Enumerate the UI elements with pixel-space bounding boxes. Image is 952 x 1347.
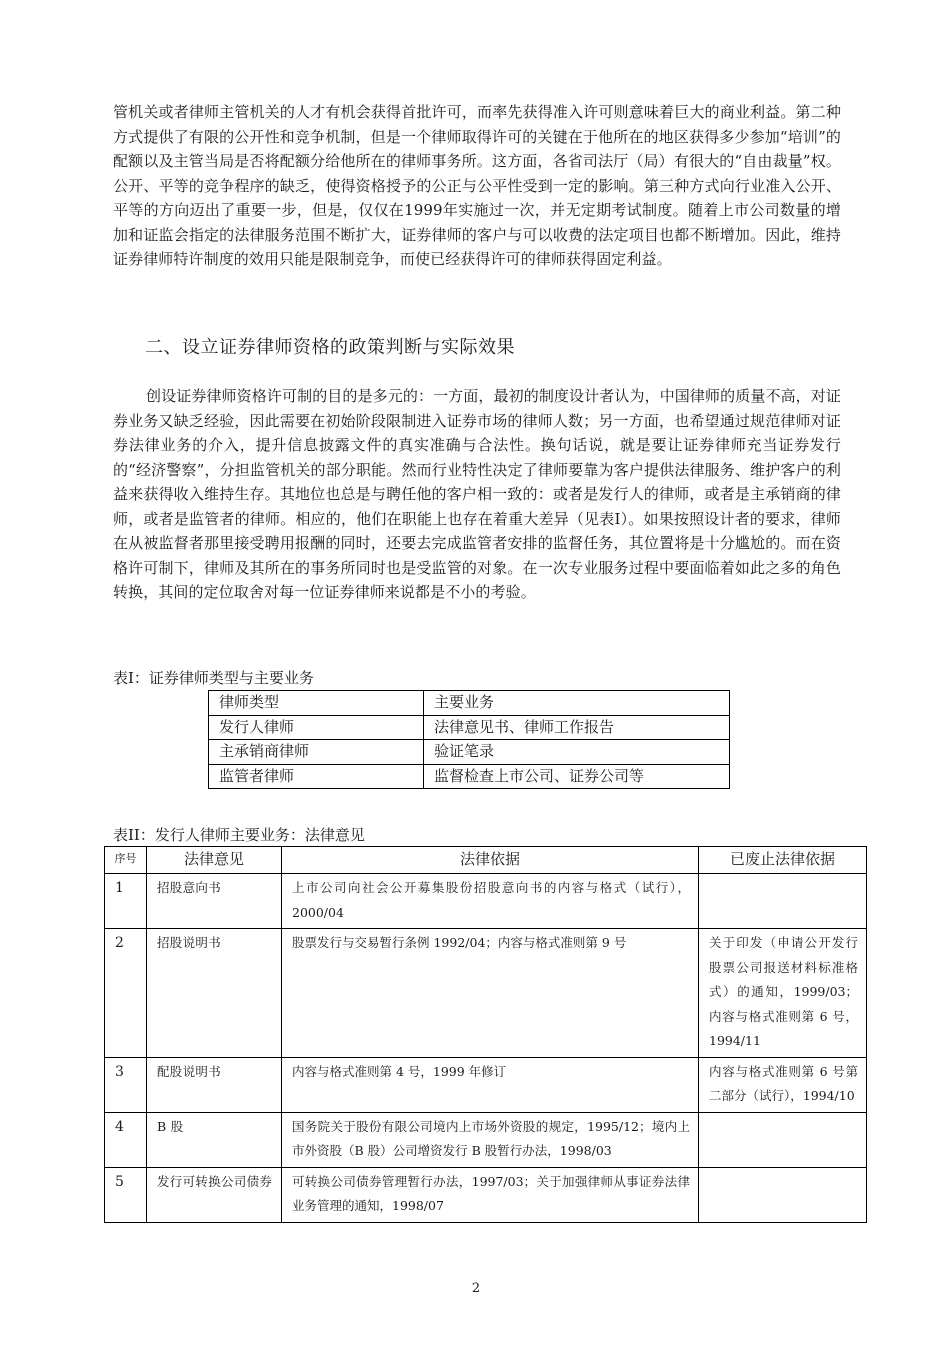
table2-caption: 表II：发行人律师主要业务：法律意见 [113,826,365,844]
table-row [105,1057,867,1112]
table-cell: 1 [105,874,147,929]
table-cell: 监管者律师 [209,764,424,789]
table-row [209,764,730,789]
table-cell: 关于印发（申请公开发行股票公司报送材料标准格式）的通知，1999/03；内容与格式准则第 6 号，1994/11 [699,929,867,1058]
table-cell [699,874,867,929]
table-cell: 主承销商律师 [209,740,424,765]
body-paragraph-2: 创设证券律师资格许可制的目的是多元的：一方面，最初的制度设计者认为，中国律师的质量不高，对证券业务又缺乏经验，因此需要在初始阶段限制进入证券市场的律师人数；另一方面，也希望通过规范律师对证券法律业务的介入，提升信息披露文件的真实准确与合法性。换句话说，就是要让证券律师充当证券发行的“经济警察”，分担监管机关的部分职能。然而行业特性决定了律师要靠为客户提供法律服务、维护客户的利益来获得收入维持生存。其地位也总是与聘任他的客户相一致的：或者是发行人的律师，或者是主承销商的律师，或者是监管者的律师。相应的，他们在职能上也存在着重大差异（见表I）。如果按照设计者的要求，律师在从被监督者那里接受聘用报酬的同时，还要去完成监管者安排的监督任务，其位置将是十分尴尬的。而在资格许可制下，律师及其所在的事务所同时也是受监管的对象。在一次专业服务过程中要面临着如此之多的角色转换，其间的定位取舍对每一位证券律师来说都是不小的考验。 [113,387,841,601]
lawyer-types-table [208,690,730,789]
table-cell: 5 [105,1167,147,1222]
table-cell: B 股 [147,1112,282,1167]
table-cell: 2 [105,929,147,1058]
table-row [105,874,867,929]
table-row [105,929,867,1058]
table-cell [699,1112,867,1167]
table-row [209,691,730,716]
column-header-repealed-basis: 已废止法律依据 [699,847,867,874]
table-row [105,1112,867,1167]
table-cell: 验证笔录 [424,740,730,765]
section-heading: 二、设立证券律师资格的政策判断与实际效果 [145,337,515,358]
table-header-row [105,847,867,874]
table-cell: 股票发行与交易暂行条例 1992/04；内容与格式准则第 9 号 [282,929,699,1058]
column-header-opinion: 法律意见 [147,847,282,874]
column-header-seq: 序号 [105,847,147,874]
table-cell: 国务院关于股份有限公司境内上市场外资股的规定，1995/12；境内上市外资股（B 股）公司增资发行 B 股暂行办法，1998/03 [282,1112,699,1167]
table-cell: 招股说明书 [147,929,282,1058]
table-cell: 发行可转换公司债券 [147,1167,282,1222]
table-row [209,715,730,740]
table-cell: 发行人律师 [209,715,424,740]
page-number: 2 [471,1281,481,1296]
table-cell: 招股意向书 [147,874,282,929]
table-cell: 4 [105,1112,147,1167]
table-cell: 内容与格式准则第 4 号，1999 年修订 [282,1057,699,1112]
table-cell: 3 [105,1057,147,1112]
table-cell: 律师类型 [209,691,424,716]
table-row [209,740,730,765]
table1-caption: 表I：证券律师类型与主要业务 [113,669,314,687]
table-cell: 可转换公司债券管理暂行办法，1997/03；关于加强律师从事证券法律业务管理的通知，1998/07 [282,1167,699,1222]
table-cell: 上市公司向社会公开募集股份招股意向书的内容与格式（试行），2000/04 [282,874,699,929]
table-cell: 法律意见书、律师工作报告 [424,715,730,740]
column-header-basis: 法律依据 [282,847,699,874]
body-paragraph-1: 管机关或者律师主管机关的人才有机会获得首批许可，而率先获得准入许可则意味着巨大的商业利益。第二种方式提供了有限的公开性和竞争机制，但是一个律师取得许可的关键在于他所在的地区获得多少参加“培训”的配额以及主管当局是否将配额分给他所在的律师事务所。这方面，各省司法厅（局）有很大的“自由裁量”权。公开、平等的竞争程序的缺乏，使得资格授予的公正与公平性受到一定的影响。第三种方式向行业准入公开、平等的方向迈出了重要一步，但是，仅仅在1999年实施过一次，并无定期考试制度。随着上市公司数量的增加和证监会指定的法律服务范围不断扩大，证券律师的客户与可以收费的法定项目也都不断增加。因此，维持证券律师特许制度的效用只能是限制竞争，而使已经获得许可的律师获得固定利益。 [113,103,841,268]
table-cell: 内容与格式准则第 6 号第二部分（试行），1994/10 [699,1057,867,1112]
table-cell: 主要业务 [424,691,730,716]
table-cell: 配股说明书 [147,1057,282,1112]
table-cell [699,1167,867,1222]
table-cell: 监督检查上市公司、证券公司等 [424,764,730,789]
table-row [105,1167,867,1222]
legal-opinion-table [104,846,867,1223]
